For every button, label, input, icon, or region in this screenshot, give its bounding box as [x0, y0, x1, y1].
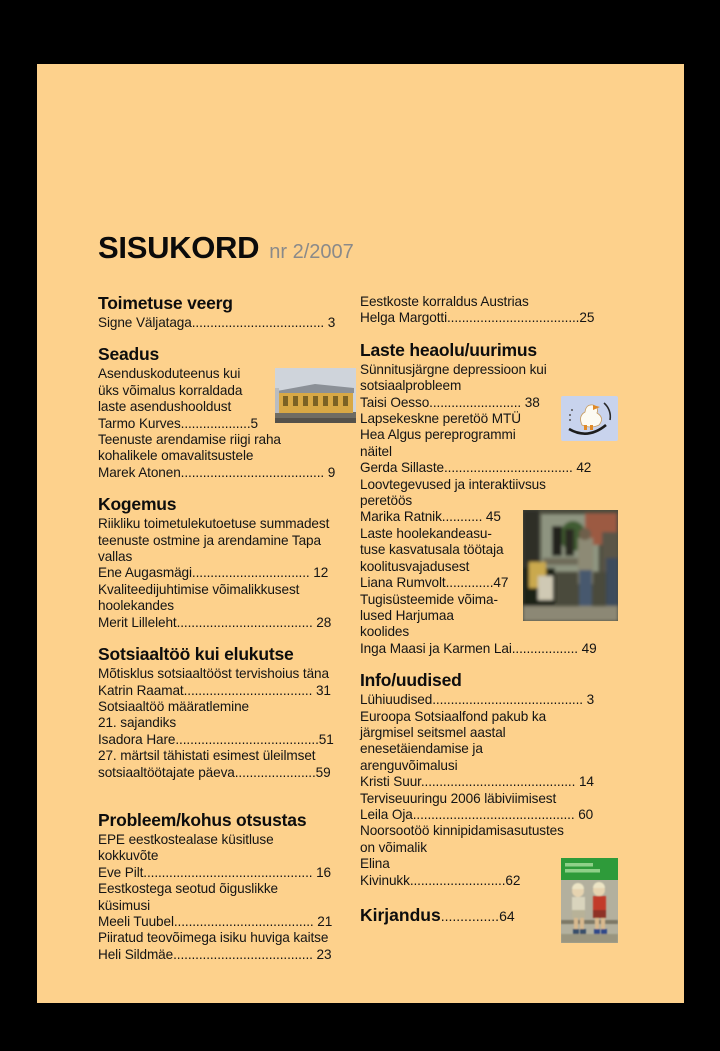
- toc-entry: teenuste ostmine ja arendamine Tapa: [98, 532, 321, 548]
- toc-entry: EPE eestkostealase küsitluse: [98, 831, 274, 847]
- toc-entry: koolides: [360, 624, 410, 640]
- toc-entry: Tarmo Kurves...................5: [98, 415, 258, 431]
- section-heading: Seadus: [98, 344, 160, 365]
- toc-entry: Teenuste arendamise riigi raha: [98, 432, 281, 448]
- section-heading: Toimetuse veerg: [98, 293, 233, 313]
- toc-entry: üks võimalus korraldada: [98, 382, 243, 398]
- section-heading: Kogemus: [98, 494, 177, 515]
- toc-entry: Kristi Suur.......................................... 14: [360, 774, 594, 790]
- toc-entry: Noorsootöö kinnipidamisasutustes: [360, 823, 564, 839]
- toc-masthead: [98, 232, 684, 268]
- toc-entry: Gerda Sillaste................................... 42: [360, 460, 592, 476]
- toc-entry: Lapsekeskne peretöö MTÜ: [360, 411, 521, 427]
- toc-entry-page-number: ...............64: [440, 908, 515, 924]
- toc-entry: Hea Algus pereprogrammi: [360, 427, 516, 443]
- toc-entry: 21. sajandiks: [98, 715, 177, 731]
- toc-column-left: [98, 294, 356, 963]
- toc-entry: Katrin Raamat................................... 31: [98, 682, 331, 698]
- toc-entry: Heli Sildmäe...................................... 23: [98, 946, 332, 962]
- building-photo: [275, 368, 356, 423]
- toc-entry: Eestkostega seotud õiguslikke: [98, 881, 278, 897]
- toc-entry: hoolekandes: [98, 598, 174, 614]
- toc-entry: Kvaliteedijuhtimise võimalikkusest: [98, 581, 300, 597]
- toc-entry: Taisi Oesso......................... 38: [360, 394, 540, 410]
- toc-entry: vallas: [98, 549, 133, 565]
- toc-section-info-uudised: [360, 671, 618, 889]
- toc-entry: koolitusvajadusest: [360, 558, 470, 574]
- toc-entry: Mõtisklus sotsiaaltööst tervishoius täna: [98, 666, 329, 682]
- toc-entry: Helga Margotti....................................25: [360, 310, 595, 326]
- issue-number: nr 2/2007: [269, 241, 354, 263]
- toc-entry: Isadora Hare.......................................51: [98, 731, 334, 747]
- toc-entry: enesetäiendamise ja: [360, 741, 483, 757]
- toc-entry: peretöös: [360, 493, 413, 509]
- toc-entry: Euroopa Sotsiaalfond pakub ka: [360, 708, 547, 724]
- toc-entry: Eve Pilt.............................................. 16: [98, 864, 332, 880]
- toc-entry: Ene Augasmägi................................ 12: [98, 565, 329, 581]
- toc-section-sotsiaaltoo-kui-elukutse: [98, 645, 356, 781]
- toc-entry: kohalikele omavalitsustele: [98, 448, 254, 464]
- toc-entry: Signe Väljataga.................................... 3: [98, 315, 336, 330]
- toc-entry: Loovtegevused ja interaktiivsus: [360, 476, 546, 492]
- section-heading: Probleem/kohus otsustas: [98, 809, 307, 830]
- book-cover-photo: [561, 858, 618, 943]
- toc-section-seadus: [98, 345, 356, 481]
- toc-entry: kokkuvõte: [98, 848, 159, 864]
- toc-entry: sotsiaaltöötajate päeva......................59: [98, 764, 331, 780]
- toc-entry: Marek Atonen....................................... 9: [98, 464, 336, 480]
- toc-entry: Piiratud teovõimega isiku huviga kaitse: [98, 930, 329, 946]
- toc-entry: Sotsiaaltöö määratlemine: [98, 698, 249, 714]
- toc-entry: lused Harjumaa: [360, 607, 454, 623]
- toc-entry: Merit Lilleleht..................................... 28: [98, 614, 332, 630]
- toc-section-toimetuse-veerg: [98, 294, 356, 331]
- toc-section-probleem-kohus-otsustas: [98, 811, 356, 963]
- school-hallway-photo: [523, 510, 618, 621]
- toc-entry: Inga Maasi ja Karmen Lai.................. 49: [360, 640, 597, 656]
- toc-entry: 27. märtsil tähistati esimest üleilmset: [98, 748, 316, 764]
- toc-columns: [98, 294, 684, 963]
- toc-entry: Laste hoolekandeasu-: [360, 525, 492, 541]
- toc-entry: Leila Oja............................................ 60: [360, 806, 594, 822]
- toc-entry: Lühiuudised......................................... 3: [360, 692, 595, 708]
- toc-section-eestkoste: [360, 294, 618, 327]
- toc-entry: Marika Ratnik........... 45: [360, 509, 501, 525]
- toc-entry: Meeli Tuubel...................................... 21: [98, 913, 333, 929]
- toc-column-right: [360, 294, 618, 963]
- toc-entry: Eestkoste korraldus Austrias: [360, 294, 529, 309]
- toc-entry: tuse kasvatusala töötaja: [360, 542, 504, 558]
- toc-entry: Asenduskoduteenus kui: [98, 366, 241, 382]
- toc-entry: Kivinukk..........................62: [360, 872, 521, 888]
- toc-entry: Terviseuuringu 2006 läbiviimisest: [360, 790, 557, 806]
- toc-entry: arenguvõimalusi: [360, 757, 458, 773]
- toc-entry: on võimalik: [360, 839, 427, 855]
- toc-entry: Elina: [360, 856, 390, 872]
- section-heading: Kirjandus: [360, 905, 441, 925]
- toc-entry: Tugisüsteemide võima-: [360, 591, 498, 607]
- section-heading: Sotsiaaltöö kui elukutse: [98, 644, 294, 665]
- toc-entry: küsimusi: [98, 897, 151, 913]
- toc-entry: sotsiaalprobleem: [360, 378, 462, 394]
- magazine-toc-page: [37, 64, 684, 1003]
- toc-section-kogemus: [98, 495, 356, 631]
- toc-section-laste-heaolu-uurimus: [360, 341, 618, 657]
- toc-entry: Liana Rumvolt.............47: [360, 575, 509, 591]
- toc-entry: järgmisel seitsmel aastal: [360, 724, 506, 740]
- toc-entry: laste asendushooldust: [98, 399, 232, 415]
- toc-entry: Sünnitusjärgne depressioon kui: [360, 361, 547, 377]
- section-heading: Info/uudised: [360, 670, 462, 691]
- hea-algus-goose-logo: [561, 396, 618, 441]
- section-heading: Laste heaolu/uurimus: [360, 339, 537, 360]
- page-title: SISUKORD: [98, 230, 260, 265]
- toc-entry: näitel: [360, 443, 392, 459]
- toc-entry: Riikliku toimetulekutoetuse summadest: [98, 516, 330, 532]
